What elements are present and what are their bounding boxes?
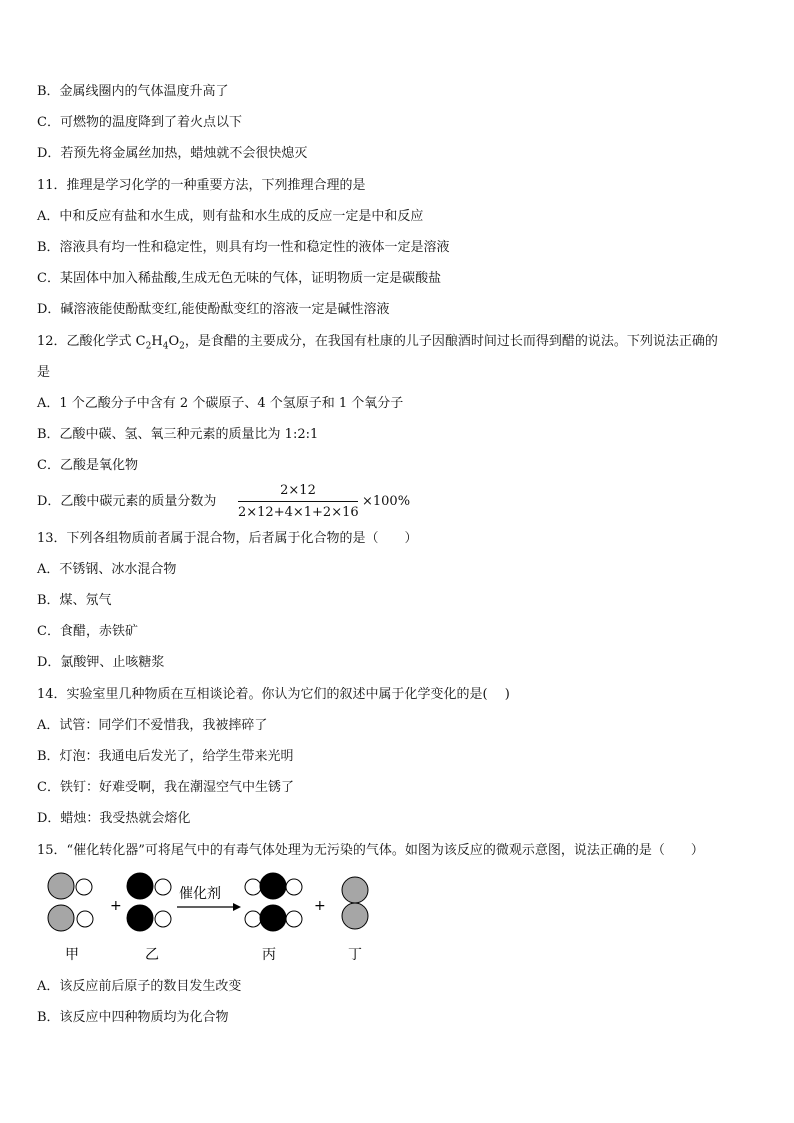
q11-option-c: C．某固体中加入稀盐酸,生成无色无味的气体，证明物质一定是碳酸盐 [37,271,442,286]
molecule-bing-1 [245,873,302,899]
q13-stem: 13．下列各组物质前者属于混合物，后者属于化合物的是（ ） [37,531,418,546]
fraction-bar [238,501,358,502]
percent-factor: ×100% [362,494,411,509]
q15-option-b: B．该反应中四种物质均为化合物 [37,1010,229,1025]
label-ding: 丁 [348,947,362,963]
q11-stem: 11．推理是学习化学的一种重要方法，下列推理合理的是 [37,178,366,193]
q12-option-d: D．乙酸中碳元素的质量分数为 [37,494,217,509]
q14-option-c: C．铁钉：好难受啊，我在潮湿空气中生锈了 [37,780,294,795]
catalyst-label: 催化剂 [179,886,221,902]
molecule-bing-2 [245,905,302,931]
q15-option-a: A．该反应前后原子的数目发生改变 [37,979,242,994]
label-jia: 甲 [65,947,79,963]
q13-option-a: A．不锈钢、冰水混合物 [37,562,177,577]
molecule-jia-1 [48,873,92,899]
molecule-yi-1 [127,873,171,899]
q12-option-c: C．乙酸是氧化物 [37,458,138,473]
q12-option-b: B．乙酸中碳、氢、氧三种元素的质量比为 1:2:1 [37,427,319,442]
q13-option-b: B．煤、氖气 [37,593,112,608]
q11-option-d: D．碱溶液能使酚酞变红,能使酚酞变红的溶液一定是碱性溶液 [37,302,390,317]
fraction-numerator: 2×12 [280,483,316,498]
q13-option-c: C．食醋，赤铁矿 [37,624,138,639]
q10-option-c: C．可燃物的温度降到了着火点以下 [37,115,242,130]
q14-option-a: A．试管：同学们不爱惜我，我被摔碎了 [37,718,268,733]
q15-stem: 15．“催化转化器”可将尾气中的有毒气体处理为无污染的气体。如图为该反应的微观示意图，说法正确的是（ ） [37,843,704,858]
q11-option-b: B．溶液具有均一性和稳定性，则具有均一性和稳定性的液体一定是溶液 [37,240,450,255]
q14-stem: 14．实验室里几种物质在互相谈论着。你认为它们的叙述中属于化学变化的是( ) [37,687,510,702]
label-bing: 丙 [262,947,276,963]
q11-option-a: A．中和反应有盐和水生成，则有盐和水生成的反应一定是中和反应 [37,209,424,224]
molecule-ding [342,877,368,929]
q12-stem-line2: 是 [37,365,51,380]
q10-option-b: B．金属线圈内的气体温度升高了 [37,84,229,99]
plus-sign-1: + [110,898,122,914]
reaction-micro-diagram [37,868,397,968]
fraction-denominator: 2×12+4×1+2×16 [238,505,359,520]
q12-stem: 12．乙酸化学式 $C_2H_4O_2$，是食醋的主要成分，在我国有杜康的儿子因酿酒时间过长而得到醋的说法。下列说法正确的 [37,334,718,352]
mass-fraction-formula [238,483,358,521]
q13-option-d: D．氯酸钾、止咳糖浆 [37,655,165,670]
reaction-arrow [177,903,241,911]
q10-option-d: D．若预先将金属丝加热，蜡烛就不会很快熄灭 [37,146,308,161]
q14-option-d: D．蜡烛：我受热就会熔化 [37,811,191,826]
plus-sign-2: + [314,898,326,914]
molecule-jia-2 [48,905,93,931]
label-yi: 乙 [145,947,159,963]
q12-option-a: A．1 个乙酸分子中含有 2 个碳原子、4 个氢原子和 1 个氧分子 [37,396,404,411]
q14-option-b: B．灯泡：我通电后发光了，给学生带来光明 [37,749,294,764]
molecule-yi-2 [127,905,171,931]
